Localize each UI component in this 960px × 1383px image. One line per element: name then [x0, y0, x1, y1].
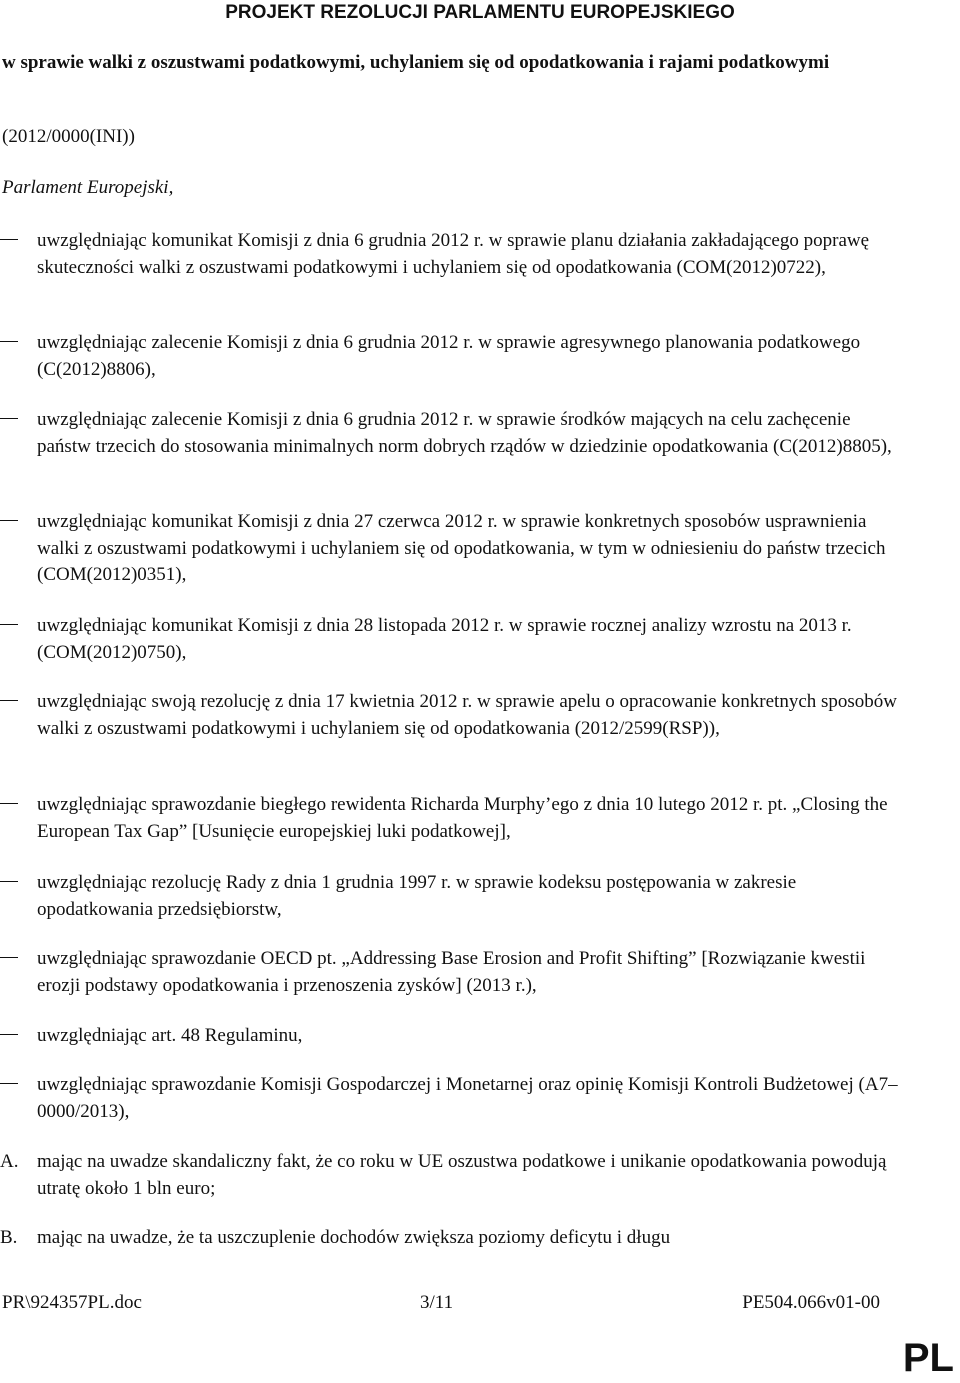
- citation-text: uwzględniając zalecenie Komisji z dnia 6 grudnia 2012 r. w sprawie środków mających na celu zachęcenie państw trzecich do stosowania minimalnych norm dobrych rządów w dziedzinie opodatkowania (C(2012)8805),: [37, 409, 892, 457]
- citation-text: uwzględniając sprawozdanie Komisji Gospodarczej i Monetarnej oraz opinię Komisji Kontroli Budżetowej (A7–0000/2013),: [37, 1074, 898, 1122]
- dash-bullet: [0, 689, 36, 716]
- citation-text: uwzględniając zalecenie Komisji z dnia 6 grudnia 2012 r. w sprawie agresywnego planowania podatkowego (C(2012)8806),: [37, 332, 861, 380]
- dash-bullet: [0, 509, 36, 536]
- dash-bullet: [0, 1023, 36, 1050]
- citation-item: [0, 946, 905, 999]
- page-number: 3/11: [420, 1292, 454, 1313]
- citation-text: uwzględniając sprawozdanie OECD pt. „Addressing Base Erosion and Profit Shifting” [Rozwiązanie kwestii erozji podstawy opodatkowania i przenoszenia zysków] (2013 r.),: [37, 948, 866, 996]
- recital-item: [0, 1149, 905, 1202]
- language-code: PL: [902, 1336, 954, 1380]
- dash-bullet: [0, 870, 36, 897]
- dash-bullet: [0, 228, 36, 255]
- page-footer: [0, 1290, 880, 1316]
- citation-item: [0, 613, 905, 666]
- document-title: PROJEKT REZOLUCJI PARLAMENTU EUROPEJSKIEGO: [225, 2, 735, 23]
- dash-bullet: [0, 1072, 36, 1099]
- recital-text: mając na uwadze skandaliczny fakt, że co roku w UE oszustwa podatkowe i unikanie opodatkowania powodują utratę około 1 bln euro;: [37, 1151, 887, 1199]
- document-reference: PR\924357PL.doc: [2, 1292, 142, 1313]
- citation-text: uwzględniając komunikat Komisji z dnia 27 czerwca 2012 r. w sprawie konkretnych sposobów usprawnienia walki z oszustwami podatkowymi i uchylaniem się od opodatkowania, w tym w odniesieniu do państw trzecich (COM(2012)0351),: [37, 511, 886, 585]
- dash-bullet: [0, 407, 36, 434]
- dash-bullet: [0, 330, 36, 357]
- citation-text: uwzględniając komunikat Komisji z dnia 28 listopada 2012 r. w sprawie rocznej analizy wzrostu na 2013 r. (COM(2012)0750),: [37, 615, 852, 663]
- citation-item: [0, 1023, 905, 1050]
- citation-text: uwzględniając sprawozdanie biegłego rewidenta Richarda Murphy’ego z dnia 10 lutego 2012 r. pt. „Closing the European Tax Gap” [Usunięcie europejskiej luki podatkowej],: [37, 794, 888, 842]
- dash-bullet: [0, 792, 36, 819]
- citation-text: uwzględniając komunikat Komisji z dnia 6 grudnia 2012 r. w sprawie planu działania zakładającego poprawę skuteczności walki z oszustwami podatkowymi i uchylaniem się od opodatkowania (COM(2012)0722),: [37, 230, 870, 278]
- citation-item: [0, 228, 905, 281]
- recital-text: mając na uwadze, że ta uszczuplenie dochodów zwiększa poziomy deficytu i długu: [37, 1227, 671, 1248]
- citation-text: uwzględniając art. 48 Regulaminu,: [37, 1025, 303, 1046]
- citation-item: [0, 689, 905, 742]
- citation-item: [0, 792, 905, 845]
- dash-bullet: [0, 613, 36, 640]
- dash-bullet: [0, 946, 36, 973]
- citation-item: [0, 407, 905, 460]
- procedure-number: (2012/0000(INI)): [2, 126, 135, 147]
- citation-item: [0, 1072, 905, 1125]
- citation-text: uwzględniając swoją rezolucję z dnia 17 kwietnia 2012 r. w sprawie apelu o opracowanie konkretnych sposobów walki z oszustwami podatkowymi i uchylaniem się od opodatkowania (2012/2599(RSP)),: [37, 691, 898, 739]
- citation-item: [0, 330, 905, 383]
- citation-item: [0, 509, 905, 589]
- citation-item: [0, 870, 905, 923]
- recital-letter: B.: [0, 1227, 18, 1248]
- pe-reference: PE504.066v01-00: [742, 1292, 880, 1313]
- recital-letter: A.: [0, 1151, 19, 1172]
- recital-item: [0, 1225, 905, 1252]
- author-line: Parlament Europejski,: [2, 177, 174, 198]
- citation-text: uwzględniając rezolucję Rady z dnia 1 grudnia 1997 r. w sprawie kodeksu postępowania w zakresie opodatkowania przedsiębiorstw,: [37, 872, 797, 920]
- resolution-subject: w sprawie walki z oszustwami podatkowymi, uchylaniem się od opodatkowania i rajami podatkowymi: [2, 52, 830, 73]
